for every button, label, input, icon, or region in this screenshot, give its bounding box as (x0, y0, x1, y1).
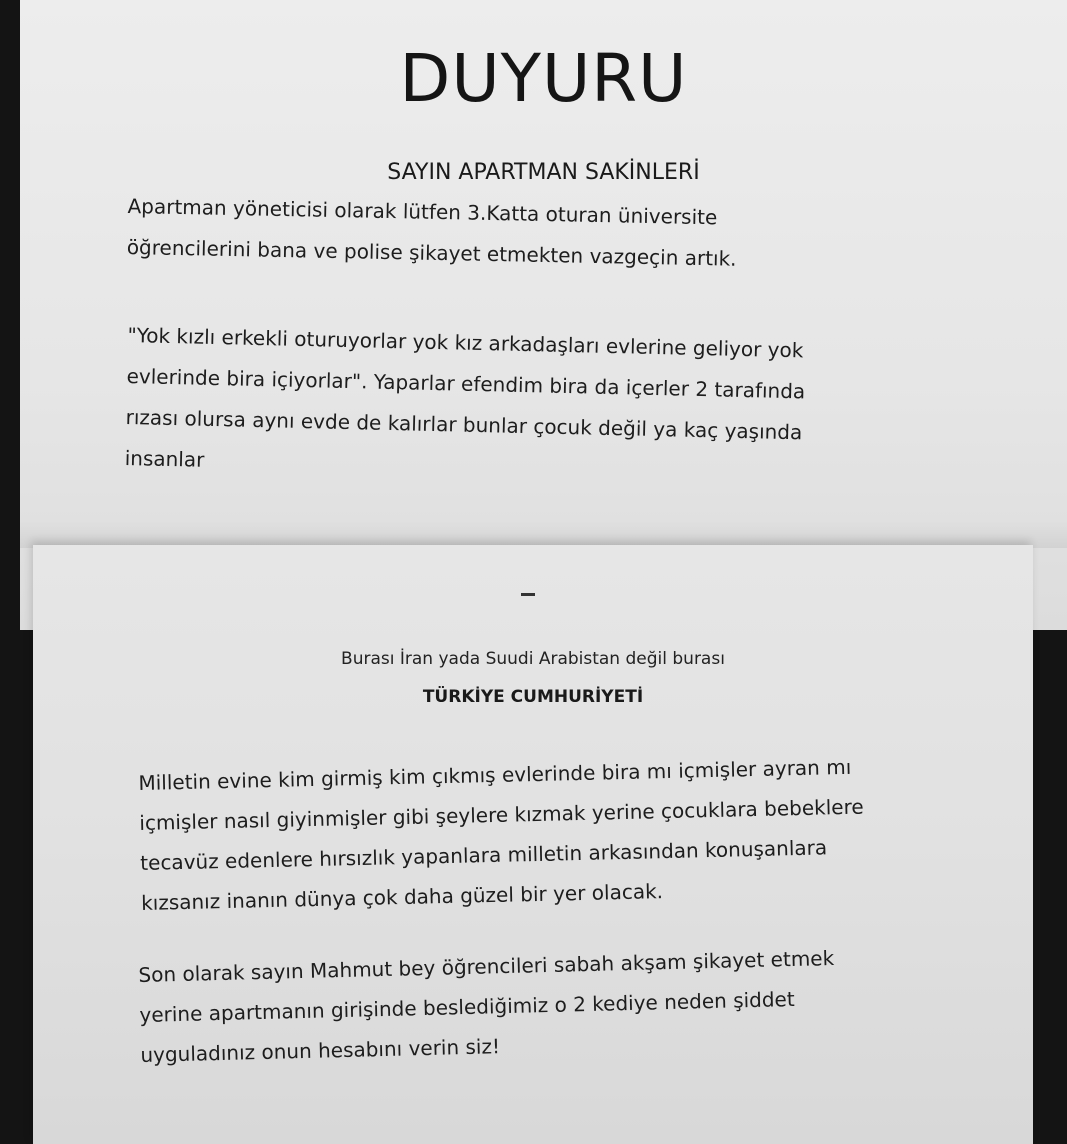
paragraph-4-line: uyguladınız onun hesabını verin siz! (140, 1034, 501, 1067)
paragraph-2-line: "Yok kızlı erkekli oturuyorlar yok kız arkadaşları evlerine geliyor yok (127, 322, 804, 363)
country-statement: Burası İran yada Suudi Arabistan değil burası (341, 649, 725, 669)
paragraph-1-line: Apartman yöneticisi olarak lütfen 3.Katta oturan üniversite (127, 193, 718, 230)
paragraph-3 (138, 747, 866, 923)
paragraph-4-line: Son olarak sayın Mahmut bey öğrencileri sabah akşam şikayet etmek (138, 945, 835, 987)
paragraph-4-line: yerine apartmanın girişinde beslediğimiz o 2 kediye neden şiddet (139, 986, 795, 1027)
dash-mark (521, 593, 535, 596)
country-name: TÜRKİYE CUMHURİYETİ (422, 687, 644, 707)
fold-shadow (20, 520, 1067, 548)
notice-subtitle: SAYIN APARTMAN SAKİNLERİ (387, 160, 700, 185)
paragraph-2-line: insanlar (124, 445, 205, 472)
paragraph-3-line: içmişler nasıl giyinmişler gibi şeylere kızmak yerine çocuklara bebeklere (139, 794, 864, 835)
paragraph-3-line: Milletin evine kim girmiş kim çıkmış evlerinde bira mı içmişler ayran mı (138, 754, 852, 795)
paragraph-2 (124, 315, 806, 494)
paragraph-3-line: kızsanız inanın dünya çok daha güzel bir yer olacak. (140, 879, 664, 915)
notice-title: DUYURU (399, 40, 688, 117)
paragraph-1 (126, 186, 737, 280)
paragraph-2-line: evlerinde bira içiyorlar". Yaparlar efendim bira da içerler 2 tarafında (126, 363, 806, 404)
paragraph-3-line: tecavüz edenlere hırsızlık yapanlara milletin arkasından konuşanlara (139, 835, 828, 875)
paragraph-2-line: rızası olursa aynı evde de kalırlar bunlar çocuk değil ya kaç yaşında (125, 404, 803, 445)
bottom-notice-sheet (33, 545, 1033, 1144)
paragraph-1-line: öğrencilerini bana ve polise şikayet etmekten vazgeçin artık. (126, 234, 737, 271)
paragraph-4 (138, 938, 837, 1075)
